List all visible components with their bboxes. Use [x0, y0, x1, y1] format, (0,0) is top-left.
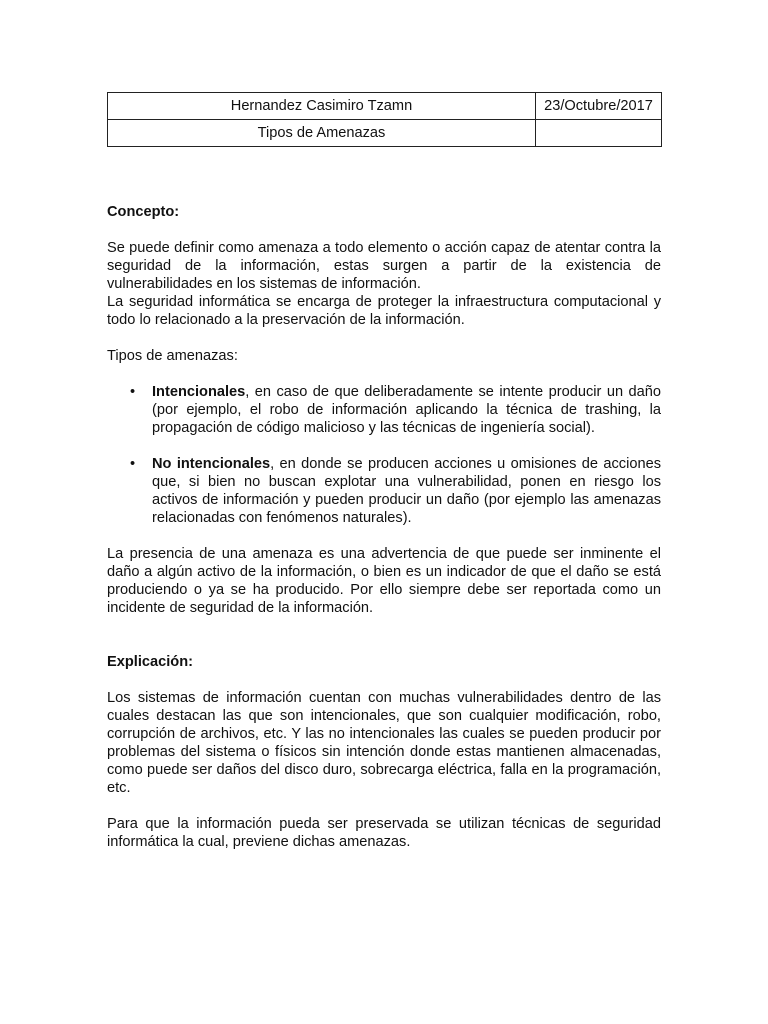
spacer	[107, 797, 661, 815]
spacer	[107, 147, 661, 203]
spacer	[107, 671, 661, 689]
topic-cell: Tipos de Amenazas	[108, 120, 536, 147]
spacer	[107, 329, 661, 347]
bullet-icon: •	[130, 456, 136, 472]
list-item	[107, 455, 661, 527]
concepto-paragraph-1: Se puede definir como amenaza a todo elemento o acción capaz de atentar contra la seguridad de la información, estas surgen a partir de la existencia de vulnerabilidades en los sistemas de información.	[107, 240, 661, 292]
explicacion-heading: Explicación:	[107, 654, 193, 670]
document-page	[107, 92, 661, 851]
bullet-term: No intencionales	[152, 456, 271, 472]
threat-types-list	[107, 383, 661, 527]
date-cell: 23/Octubre/2017	[536, 93, 662, 120]
bullet-text: , en caso de que deliberadamente se intente producir un daño (por ejemplo, el robo de información aplicando la técnica de trashing, la propagación de código malicioso y las técnicas de ingeniería social).	[152, 384, 661, 436]
header-table	[107, 92, 662, 147]
concepto-paragraph-3: La presencia de una amenaza es una advertencia de que puede ser inminente el daño a algún activo de la información, o bien es un indicador de que el daño se está produciendo o ya se ha producido. Por ello siempre debe ser reportada como un incidente de seguridad de la información.	[107, 546, 661, 616]
concepto-heading: Concepto:	[107, 204, 180, 220]
spacer	[107, 221, 661, 239]
header-row-2	[108, 120, 662, 147]
bullet-icon: •	[130, 384, 136, 400]
explicacion-paragraph-2: Para que la información pueda ser preservada se utilizan técnicas de seguridad informática la cual, previene dichas amenazas.	[107, 816, 661, 850]
header-row-1	[108, 93, 662, 120]
empty-cell	[536, 120, 662, 147]
list-item	[107, 383, 661, 437]
concepto-paragraph-2: La seguridad informática se encarga de proteger la infraestructura computacional y todo lo relacionado a la preservación de la información.	[107, 294, 661, 328]
spacer	[107, 365, 661, 383]
author-name-cell: Hernandez Casimiro Tzamn	[108, 93, 536, 120]
bullet-text: , en donde se producen acciones u omisiones de acciones que, si bien no buscan explotar una vulnerabilidad, ponen en riesgo los activos de información y pueden producir un daño (por ejemplo las amenazas relacionadas con fenómenos naturales).	[152, 456, 661, 526]
spacer	[107, 527, 661, 545]
spacer	[107, 617, 661, 653]
types-intro: Tipos de amenazas:	[107, 348, 238, 364]
explicacion-paragraph-1: Los sistemas de información cuentan con muchas vulnerabilidades dentro de las cuales destacan las que son intencionales, que son cualquier modificación, robo, corrupción de archivos, etc. Y las no intencionales las cuales se pueden producir por problemas del sistema o físicos sin intención donde estas mantienen almacenadas, como puede ser daños del disco duro, sobrecarga eléctrica, falla en la programación, etc.	[107, 690, 661, 796]
bullet-term: Intencionales	[152, 384, 246, 400]
